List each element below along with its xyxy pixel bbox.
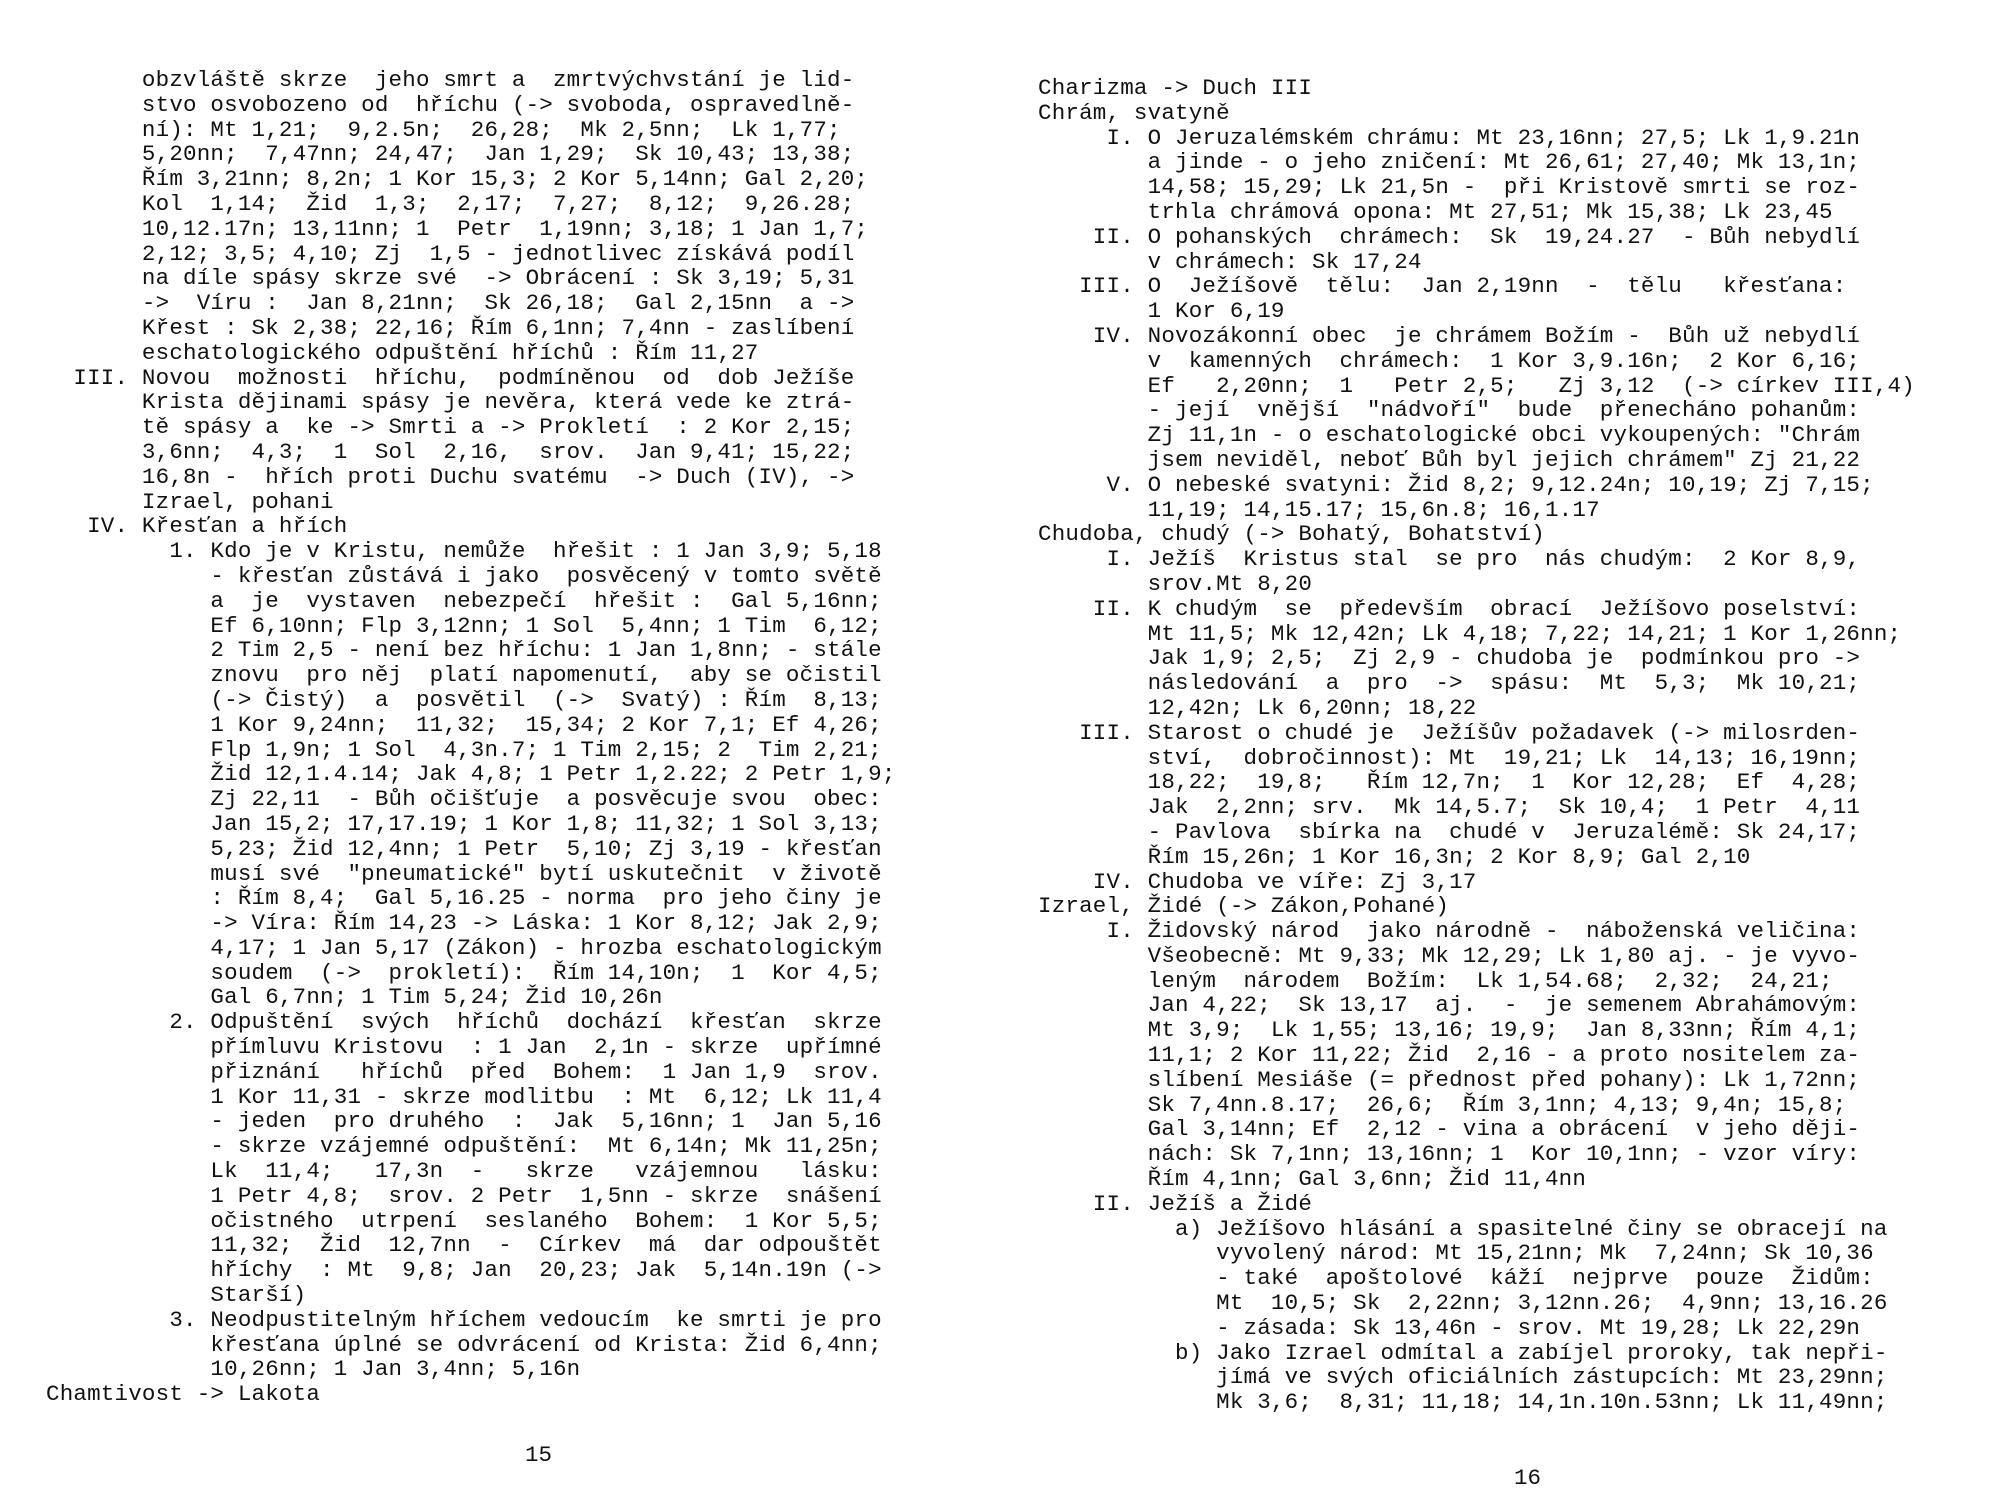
text-line: Ef 6,10nn; Flp 3,12nn; 1 Sol 5,4nn; 1 Tim 6,12; <box>46 612 882 639</box>
text-line: křesťana úplné se odvrácení od Krista: Žid 6,4nn; <box>46 1331 882 1358</box>
text-line: 3. Neodpustitelným hříchem vedoucím ke smrti je pro <box>46 1306 882 1333</box>
text-line: Zj 11,1n - o eschatologické obci vykoupených: "Chrám <box>1038 422 1861 449</box>
text-line: -> Víru : Jan 8,21nn; Sk 26,18; Gal 2,15nn a -> <box>46 290 855 317</box>
text-line: tě spásy a ke -> Smrti a -> Prokletí : 2 Kor 2,15; <box>46 414 855 441</box>
text-line: 11,32; Žid 12,7nn - Církev má dar odpouštět <box>46 1232 882 1259</box>
text-line: I. O Jeruzalémském chrámu: Mt 23,16nn; 27,5; Lk 1,9.21n <box>1038 124 1861 151</box>
right-page-text <box>1038 76 1915 1415</box>
text-line: Řím 4,1nn; Gal 3,6nn; Žid 11,4nn <box>1038 1166 1587 1193</box>
text-line: 2. Odpuštění svých hříchů dochází křesťan skrze <box>46 1009 882 1036</box>
text-line: - křesťan zůstává i jako posvěcený v tomto světě <box>46 562 882 589</box>
text-line: srov.Mt 8,20 <box>1038 570 1313 597</box>
text-line: Jak 2,2nn; srv. Mk 14,5.7; Sk 10,4; 1 Petr 4,11 <box>1038 794 1861 821</box>
text-line: Sk 7,4nn.8.17; 26,6; Řím 3,1nn; 4,13; 9,4n; 15,8; <box>1038 1091 1847 1118</box>
text-line: II. K chudým se především obrací Ježíšovo poselství: <box>1038 595 1861 622</box>
text-line: 18,22; 19,8; Řím 12,7n; 1 Kor 12,28; Ef 4,28; <box>1038 769 1861 796</box>
text-line: Kol 1,14; Žid 1,3; 2,17; 7,27; 8,12; 9,26.28; <box>46 190 855 217</box>
text-line: 10,26nn; 1 Jan 3,4nn; 5,16n <box>46 1356 581 1383</box>
text-line: 14,58; 15,29; Lk 21,5n - při Kristově smrti se roz- <box>1038 174 1861 201</box>
text-line: Izrael, Židé (-> Zákon,Pohané) <box>1038 893 1450 920</box>
text-line: II. Ježíš a Židé <box>1038 1190 1313 1217</box>
text-line: - také apoštolové káží nejprve pouze Židům: <box>1038 1265 1874 1292</box>
text-line: : Řím 8,4; Gal 5,16.25 - norma pro jeho činy je <box>46 885 882 912</box>
text-line: Řím 3,21nn; 8,2n; 1 Kor 15,3; 2 Kor 5,14nn; Gal 2,20; <box>46 166 869 193</box>
text-line: 1 Kor 6,19 <box>1038 298 1285 325</box>
text-line: obzvláště skrze jeho smrt a zmrtvýchvstání je lid- <box>46 67 855 93</box>
text-line: Starší) <box>46 1282 307 1309</box>
text-line: - skrze vzájemné odpuštění: Mt 6,14n; Mk 11,25n; <box>46 1133 882 1160</box>
text-line: na díle spásy skrze své -> Obrácení : Sk 3,19; 5,31 <box>46 265 855 292</box>
text-line: Jak 1,9; 2,5; Zj 2,9 - chudoba je podmínkou pro -> <box>1038 645 1861 672</box>
text-line: 11,1; 2 Kor 11,22; Žid 2,16 - a proto nositelem za- <box>1038 1042 1861 1069</box>
text-line: 1 Kor 9,24nn; 11,32; 15,34; 2 Kor 7,1; Ef 4,26; <box>46 711 882 738</box>
text-line: I. Ježíš Kristus stal se pro nás chudým: 2 Kor 8,9, <box>1038 546 1861 573</box>
text-line: Mt 11,5; Mk 12,42n; Lk 4,18; 7,22; 14,21; 1 Kor 1,26nn; <box>1038 620 1902 647</box>
text-line: v chrámech: Sk 17,24 <box>1038 248 1422 275</box>
text-line: nách: Sk 7,1nn; 13,16nn; 1 Kor 10,1nn; - vzor víry: <box>1038 1141 1861 1168</box>
text-line: 1 Petr 4,8; srov. 2 Petr 1,5nn - skrze snášení <box>46 1182 882 1209</box>
text-line: - Pavlova sbírka na chudé v Jeruzalémě: Sk 24,17; <box>1038 818 1861 845</box>
text-line: hříchy : Mt 9,8; Jan 20,23; Jak 5,14n.19n (-> <box>46 1257 882 1284</box>
text-line: a jinde - o jeho zničení: Mt 26,61; 27,40; Mk 13,1n; <box>1038 149 1861 176</box>
text-line: ství, dobročinnost): Mt 19,21; Lk 14,13; 16,19nn; <box>1038 744 1861 771</box>
text-line: 5,20nn; 7,47nn; 24,47; Jan 1,29; Sk 10,43; 13,38; <box>46 141 855 168</box>
text-line: Izrael, pohani <box>46 488 334 515</box>
text-line: (-> Čistý) a posvětil (-> Svatý) : Řím 8,13; <box>46 686 882 713</box>
text-line: Chrám, svatyně <box>1038 99 1230 126</box>
text-line: stvo osvobozeno od hříchu (-> svoboda, ospravedlně- <box>46 91 855 118</box>
text-line: Žid 12,1.4.14; Jak 4,8; 1 Petr 1,2.22; 2 Petr 1,9; <box>46 761 896 788</box>
text-line: Zj 22,11 - Bůh očišťuje a posvěcuje svou obec: <box>46 786 882 813</box>
text-line: Krista dějinami spásy je nevěra, která vede ke ztrá- <box>46 389 855 416</box>
text-line: III. Starost o chudé je Ježíšův požadavek (-> milosrden- <box>1038 719 1861 746</box>
text-line: ní): Mt 1,21; 9,2.5n; 26,28; Mk 2,5nn; Lk 1,77; <box>46 116 841 143</box>
text-line: Mk 3,6; 8,31; 11,18; 14,1n.10n.53nn; Lk 11,49nn; <box>1038 1389 1888 1416</box>
text-line: slíbení Mesiáše (= přednost před pohany): Lk 1,72nn; <box>1038 1066 1861 1093</box>
text-line: IV. Křesťan a hřích <box>46 513 348 540</box>
text-line: trhla chrámová opona: Mt 27,51; Mk 15,38; Lk 23,45 <box>1038 198 1833 225</box>
text-line: v kamenných chrámech: 1 Kor 3,9.16n; 2 Kor 6,16; <box>1038 347 1861 374</box>
text-line: Ef 2,20nn; 1 Petr 2,5; Zj 3,12 (-> církev III,4) <box>1038 372 1915 399</box>
left-page-number: 15 <box>525 1442 553 1468</box>
text-line: 2 Tim 2,5 - není bez hříchu: 1 Jan 1,8nn; - stále <box>46 637 882 664</box>
text-line: 12,42n; Lk 6,20nn; 18,22 <box>1038 694 1477 721</box>
text-line: V. O nebeské svatyni: Žid 8,2; 9,12.24n; 10,19; Zj 7,15; <box>1038 471 1874 498</box>
text-line: - její vnější "nádvoří" bude přenecháno pohanům: <box>1038 397 1861 424</box>
text-line: 1 Kor 11,31 - skrze modlitbu : Mt 6,12; Lk 11,4 <box>46 1083 882 1110</box>
text-line: II. O pohanských chrámech: Sk 19,24.27 - Bůh nebydlí <box>1038 223 1861 250</box>
text-line: Flp 1,9n; 1 Sol 4,3n.7; 1 Tim 2,15; 2 Tim 2,21; <box>46 736 882 763</box>
text-line: znovu pro něj platí napomenutí, aby se očistil <box>46 662 882 689</box>
text-line: -> Víra: Řím 14,23 -> Láska: 1 Kor 8,12; Jak 2,9; <box>46 910 882 937</box>
text-line: Gal 6,7nn; 1 Tim 5,24; Žid 10,26n <box>46 984 663 1011</box>
text-line: IV. Chudoba ve víře: Zj 3,17 <box>1038 868 1477 895</box>
text-line: IV. Novozákonní obec je chrámem Božím - Bůh už nebydlí <box>1038 322 1861 349</box>
text-line: 3,6nn; 4,3; 1 Sol 2,16, srov. Jan 9,41; 15,22; <box>46 438 855 465</box>
text-line: musí své "pneumatické" bytí uskutečnit v životě <box>46 860 882 887</box>
text-line: 10,12.17n; 13,11nn; 1 Petr 1,19nn; 3,18; 1 Jan 1,7; <box>46 215 869 242</box>
text-line: očistného utrpení seslaného Bohem: 1 Kor 5,5; <box>46 1207 882 1234</box>
text-line: leným národem Božím: Lk 1,54.68; 2,32; 24,21; <box>1038 967 1833 994</box>
text-line: Lk 11,4; 17,3n - skrze vzájemnou lásku: <box>46 1158 882 1185</box>
text-line: vyvolený národ: Mt 15,21nn; Mk 7,24nn; Sk 10,36 <box>1038 1240 1874 1267</box>
left-page-text <box>46 68 896 1407</box>
text-line: 5,23; Žid 12,4nn; 1 Petr 5,10; Zj 3,19 - křesťan <box>46 835 882 862</box>
text-line: 1. Kdo je v Kristu, nemůže hřešit : 1 Jan 3,9; 5,18 <box>46 538 882 565</box>
text-line: Jan 15,2; 17,17.19; 1 Kor 1,8; 11,32; 1 Sol 3,13; <box>46 810 882 837</box>
text-line: 11,19; 14,15.17; 15,6n.8; 16,1.17 <box>1038 496 1600 523</box>
text-line: přiznání hříchů před Bohem: 1 Jan 1,9 srov. <box>46 1058 882 1085</box>
text-line: eschatologického odpuštění hříchů : Řím 11,27 <box>46 339 759 366</box>
right-page-number: 16 <box>1514 1465 1542 1491</box>
right-page <box>1002 0 2004 1500</box>
text-line: b) Jako Izrael odmítal a zabíjel proroky, tak nepři- <box>1038 1339 1888 1366</box>
text-line: Charizma -> Duch III <box>1038 75 1313 101</box>
text-line: I. Židovský národ jako národně - náboženská veličina: <box>1038 918 1861 945</box>
text-line: Všeobecně: Mt 9,33; Mk 12,29; Lk 1,80 aj. - je vyvo- <box>1038 942 1861 969</box>
text-line: následování a pro -> spásu: Mt 5,3; Mk 10,21; <box>1038 670 1861 697</box>
text-line: soudem (-> prokletí): Řím 14,10n; 1 Kor 4,5; <box>46 959 882 986</box>
text-line: Křest : Sk 2,38; 22,16; Řím 6,1nn; 7,4nn - zaslíbení <box>46 314 855 341</box>
text-line: Chudoba, chudý (-> Bohatý, Bohatství) <box>1038 521 1545 548</box>
text-line: - zásada: Sk 13,46n - srov. Mt 19,28; Lk 22,29n <box>1038 1314 1861 1341</box>
text-line: 2,12; 3,5; 4,10; Zj 1,5 - jednotlivec získává podíl <box>46 240 855 267</box>
text-line: Jan 4,22; Sk 13,17 aj. - je semenem Abrahámovým: <box>1038 992 1861 1019</box>
text-line: 16,8n - hřích proti Duchu svatému -> Duch (IV), -> <box>46 463 855 490</box>
text-line: III. O Ježíšově tělu: Jan 2,19nn - tělu křesťana: <box>1038 273 1847 300</box>
text-line: a je vystaven nebezpečí hřešit : Gal 5,16nn; <box>46 587 882 614</box>
text-line: a) Ježíšovo hlásání a spasitelné činy se obracejí na <box>1038 1215 1888 1242</box>
text-line: Gal 3,14nn; Ef 2,12 - vina a obrácení v jeho ději- <box>1038 1116 1861 1143</box>
text-line: přímluvu Kristovu : 1 Jan 2,1n - skrze upřímné <box>46 1034 882 1061</box>
text-line: - jeden pro druhého : Jak 5,16nn; 1 Jan 5,16 <box>46 1108 882 1135</box>
text-line: jsem neviděl, neboť Bůh byl jejich chrámem" Zj 21,22 <box>1038 446 1861 473</box>
text-line: 4,17; 1 Jan 5,17 (Zákon) - hrozba eschatologickým <box>46 934 882 961</box>
text-line: jímá ve svých oficiálních zástupcích: Mt 23,29nn; <box>1038 1364 1888 1391</box>
text-line: Chamtivost -> Lakota <box>46 1381 321 1408</box>
text-line: Mt 3,9; Lk 1,55; 13,16; 19,9; Jan 8,33nn; Řím 4,1; <box>1038 1017 1861 1044</box>
text-line: Řím 15,26n; 1 Kor 16,3n; 2 Kor 8,9; Gal 2,10 <box>1038 843 1751 870</box>
text-line: III. Novou možnosti hříchu, podmíněnou od dob Ježíše <box>46 364 855 391</box>
text-line: Mt 10,5; Sk 2,22nn; 3,12nn.26; 4,9nn; 13,16.26 <box>1038 1290 1888 1317</box>
